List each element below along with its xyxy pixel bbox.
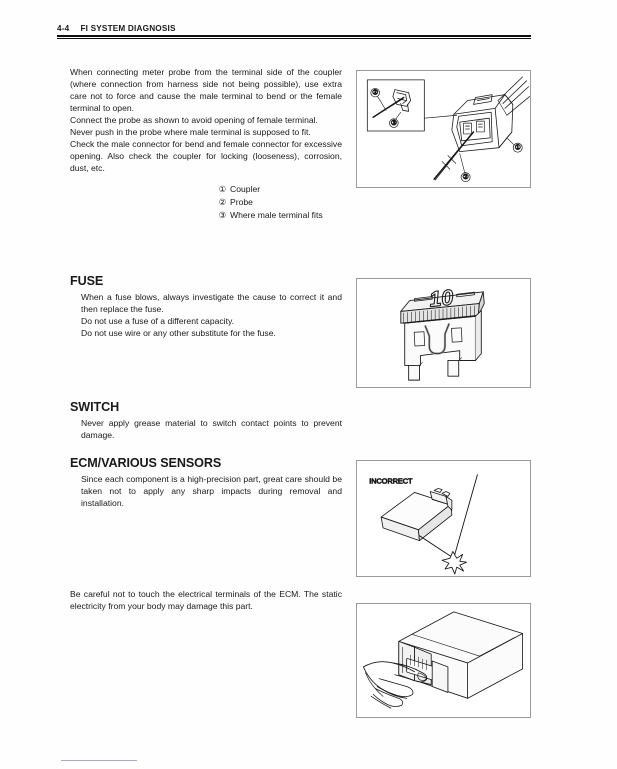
legend-marker-1: ① bbox=[218, 184, 227, 195]
static-warning-section bbox=[70, 588, 342, 612]
callout-legend bbox=[218, 183, 342, 221]
switch-heading: SWITCH bbox=[70, 400, 120, 414]
intro-text-block bbox=[70, 66, 342, 221]
ecm-heading: ECM/VARIOUS SENSORS bbox=[70, 456, 222, 470]
figure-ecm-terminals-hand bbox=[356, 603, 531, 718]
legend-item-probe bbox=[218, 196, 342, 209]
fuse-paragraph-1: When a fuse blows, always investigate the cause to correct it and then replace the fuse. bbox=[81, 292, 342, 315]
legend-item-terminal-fit bbox=[218, 209, 342, 222]
intro-paragraph-4: Check the male connector for bend and female connector for excessive opening. Also check the coupler for locking (looseness), corrosion, dust, etc. bbox=[70, 139, 342, 174]
section-title: FI SYSTEM DIAGNOSIS bbox=[80, 24, 176, 33]
figure-blade-fuse bbox=[356, 278, 531, 388]
static-paragraph-1: Be careful not to touch the electrical terminals of the ECM. The static electricity from your body may damage this part. bbox=[70, 589, 342, 612]
fuse-rating-text: 10 bbox=[427, 284, 455, 312]
fuse-paragraph-3: Do not use wire or any other substitute for the fuse. bbox=[81, 328, 276, 339]
page-number: 4-4 bbox=[57, 24, 70, 33]
svg-text:②: ② bbox=[372, 89, 379, 97]
intro-paragraph-2: Connect the probe as shown to avoid opening of female terminal. bbox=[70, 115, 318, 126]
header-divider bbox=[57, 35, 531, 39]
legend-item-coupler bbox=[218, 183, 342, 196]
figure-ecm-incorrect bbox=[356, 460, 531, 577]
svg-text:②: ② bbox=[462, 174, 469, 182]
switch-section bbox=[70, 400, 342, 441]
svg-text:③: ③ bbox=[390, 119, 397, 127]
legend-marker-2: ② bbox=[218, 197, 227, 208]
legend-label-1: Coupler bbox=[230, 184, 261, 195]
footer-scan-mark bbox=[61, 760, 137, 761]
switch-paragraph-1: Never apply grease material to switch contact points to prevent damage. bbox=[81, 418, 342, 441]
legend-marker-3: ③ bbox=[218, 209, 227, 220]
intro-paragraph-3: Never push in the probe where male terminal is supposed to fit. bbox=[70, 127, 311, 138]
fuse-paragraph-2: Do not use a fuse of a different capacity. bbox=[81, 316, 235, 327]
page-header bbox=[57, 24, 531, 39]
ecm-section bbox=[70, 456, 342, 509]
intro-paragraph-1: When connecting meter probe from the terminal side of the coupler (where connection from harness side not being possible), use extra care not to force and cause the male terminal to bend or the female terminal to open. bbox=[70, 67, 342, 114]
incorrect-label: INCORRECT bbox=[369, 476, 413, 486]
ecm-paragraph-1: Since each component is a high-precision part, great care should be taken not to apply any sharp impacts during removal and installation. bbox=[81, 474, 342, 509]
svg-text:①: ① bbox=[514, 144, 521, 152]
legend-label-2: Probe bbox=[230, 197, 253, 208]
fuse-section bbox=[70, 274, 342, 339]
legend-label-3: Where male terminal fits bbox=[230, 209, 323, 220]
figure-coupler-probe bbox=[356, 70, 531, 188]
fuse-heading: FUSE bbox=[70, 274, 104, 288]
